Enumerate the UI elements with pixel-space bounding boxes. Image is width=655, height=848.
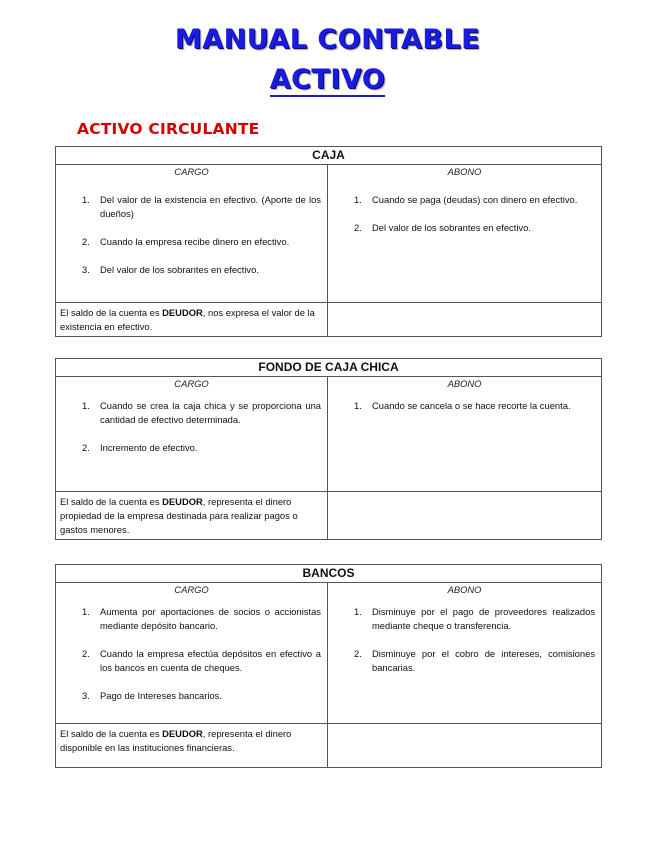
account-title: BANCOS — [56, 565, 602, 583]
list-item: 3. Del valor de los sobrantes en efectivo. — [82, 264, 259, 275]
list-item: 2. Disminuye por el cobro de intereses, comisiones bancarias. — [354, 648, 596, 673]
cargo-column — [56, 377, 328, 492]
document-title-text: ACTIVO — [269, 64, 386, 95]
manual-title: MANUAL CONTABLE — [174, 24, 481, 55]
list-item: 2. Incremento de efectivo. — [82, 442, 198, 453]
saldo-text: El saldo de la cuenta es DEUDOR, nos expresa el valor de la existencia en efectivo. — [56, 303, 328, 337]
account-title: FONDO DE CAJA CHICA — [56, 359, 602, 377]
section-title: ACTIVO CIRCULANTE — [77, 120, 260, 138]
document-title — [0, 64, 655, 95]
saldo-empty-cell — [328, 492, 602, 540]
abono-column — [328, 165, 602, 303]
saldo-text: El saldo de la cuenta es DEUDOR, representa el dinero disponible en las instituciones financieras. — [56, 724, 328, 768]
abono-label: ABONO — [447, 166, 482, 177]
cargo-label: CARGO — [174, 166, 209, 177]
list-item: 2. Del valor de los sobrantes en efectivo. — [354, 222, 531, 233]
account-table-fondo-caja-chica — [55, 358, 602, 540]
cargo-list — [56, 193, 327, 277]
abono-list — [328, 605, 601, 675]
list-item: 1. Disminuye por el pago de proveedores realizados mediante cheque o transferencia. — [354, 606, 596, 631]
cargo-label: CARGO — [174, 378, 209, 389]
account-table-bancos — [55, 564, 602, 768]
saldo-text: El saldo de la cuenta es DEUDOR, representa el dinero propiedad de la empresa destinada para realizar pagos o gastos menores. — [56, 492, 328, 540]
abono-list — [328, 399, 601, 413]
list-item: 1. Cuando se crea la caja chica y se proporciona una cantidad de efectivo determinada. — [82, 400, 321, 425]
abono-column — [328, 377, 602, 492]
account-title: CAJA — [56, 147, 602, 165]
list-item: 1. Aumenta por aportaciones de socios o accionistas mediante depósito bancario. — [82, 606, 321, 631]
cargo-list — [56, 605, 327, 703]
cargo-label: CARGO — [174, 584, 209, 595]
list-item: 2. Cuando la empresa recibe dinero en efectivo. — [82, 236, 290, 247]
abono-label: ABONO — [447, 378, 482, 389]
account-table-caja — [55, 146, 602, 337]
abono-list — [328, 193, 601, 235]
cargo-list — [56, 399, 327, 455]
list-item: 2. Cuando la empresa efectúa depósitos en efectivo a los bancos en cuenta de cheques. — [82, 648, 321, 673]
cargo-column — [56, 583, 328, 724]
abono-column — [328, 583, 602, 724]
cargo-column — [56, 165, 328, 303]
list-item: 3. Pago de Intereses bancarios. — [82, 690, 222, 701]
saldo-empty-cell — [328, 303, 602, 337]
list-item: 1. Cuando se cancela o se hace recorte la cuenta. — [354, 400, 571, 411]
list-item: 1. Cuando se paga (deudas) con dinero en efectivo. — [354, 194, 578, 205]
list-item: 1. Del valor de la existencia en efectivo. (Aporte de los dueños) — [82, 194, 321, 219]
abono-label: ABONO — [447, 584, 482, 595]
saldo-empty-cell — [328, 724, 602, 768]
